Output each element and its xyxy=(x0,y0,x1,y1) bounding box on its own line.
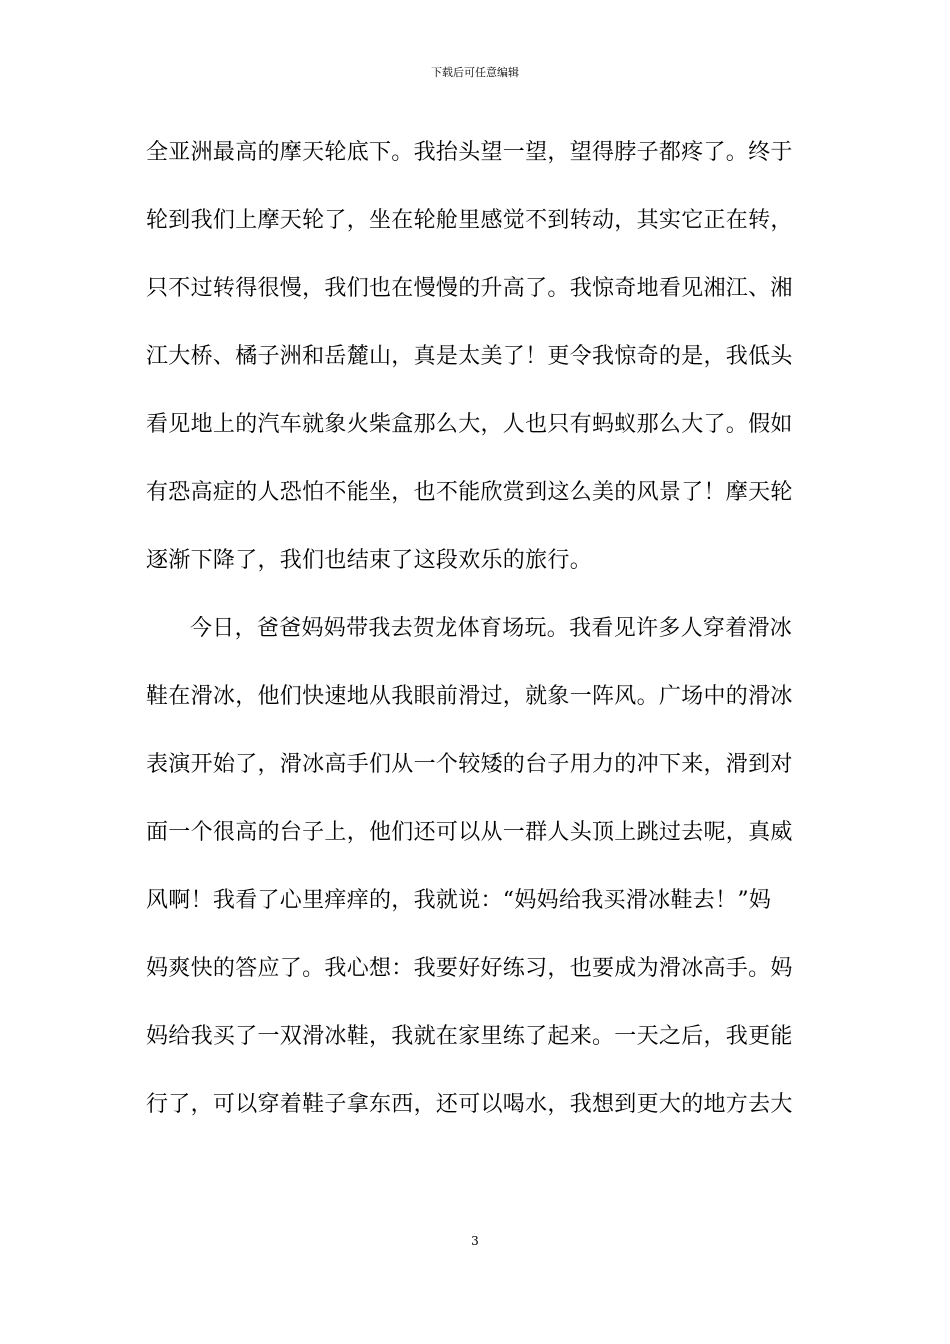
text-line: 轮到我们上摩天轮了，坐在轮舱里感觉不到转动，其实它正在转， xyxy=(146,208,793,233)
text-line: 行了，可以穿着鞋子拿东西，还可以喝水，我想到更大的地方去大 xyxy=(146,1092,793,1117)
text-line: 逐渐下降了，我们也结束了这段欢乐的旅行。 xyxy=(146,548,593,573)
page-header: 下载后可任意编辑 xyxy=(431,66,519,79)
text-line: 江大桥、橘子洲和岳麓山，真是太美了！更令我惊奇的是，我低头 xyxy=(146,344,793,369)
text-line: 全亚洲最高的摩天轮底下。我抬头望一望，望得脖子都疼了。终于 xyxy=(146,140,793,165)
text-line: 看见地上的汽车就象火柴盒那么大，人也只有蚂蚁那么大了。假如 xyxy=(146,412,793,437)
text-line: 妈给我买了一双滑冰鞋，我就在家里练了起来。一天之后，我更能 xyxy=(146,1024,793,1049)
text-line: 鞋在滑冰，他们快速地从我眼前滑过，就象一阵风。广场中的滑冰 xyxy=(146,684,793,709)
paragraph-start-line: 今日，爸爸妈妈带我去贺龙体育场玩。我看见许多人穿着滑冰 xyxy=(190,616,793,641)
text-line: 面一个很高的台子上，他们还可以从一群人头顶上跳过去呢，真威 xyxy=(146,820,793,845)
text-line: 有恐高症的人恐怕不能坐，也不能欣赏到这么美的风景了！摩天轮 xyxy=(146,480,793,505)
text-line: 风啊！我看了心里痒痒的，我就说：“妈妈给我买滑冰鞋去！”妈 xyxy=(146,888,772,913)
text-line: 表演开始了，滑冰高手们从一个较矮的台子用力的冲下来，滑到对 xyxy=(146,752,793,777)
text-line: 只不过转得很慢，我们也在慢慢的升高了。我惊奇地看见湘江、湘 xyxy=(146,276,793,301)
text-line: 妈爽快的答应了。我心想：我要好好练习，也要成为滑冰高手。妈 xyxy=(146,956,793,981)
page-number: 3 xyxy=(471,1234,479,1248)
document-body xyxy=(146,128,806,1148)
